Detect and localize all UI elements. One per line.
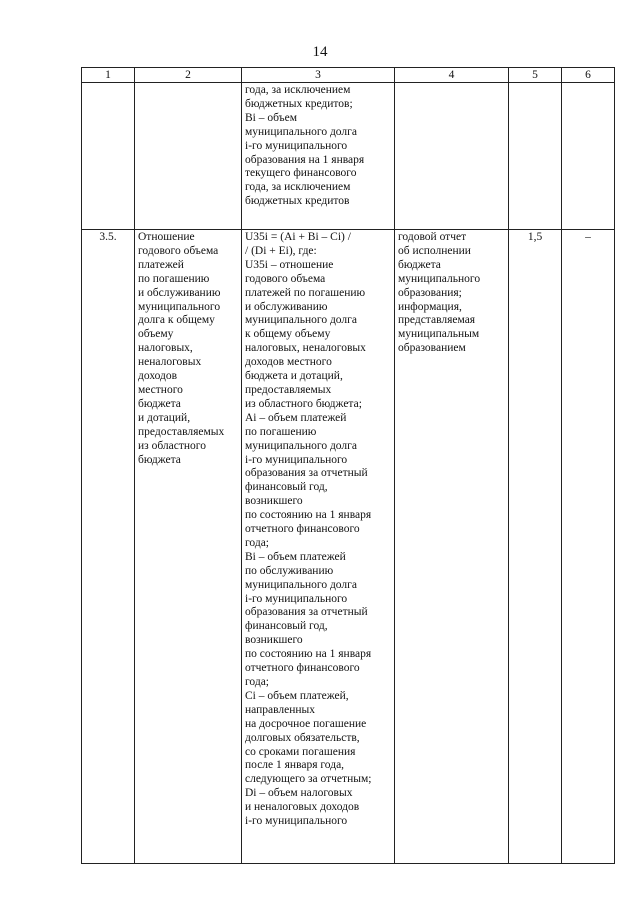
- indicator-table: [81, 67, 615, 864]
- row1-extra: [562, 83, 615, 230]
- header-cell-2: 2: [135, 68, 242, 83]
- header-cell-1: 1: [82, 68, 135, 83]
- row1-formula: года, за исключением бюджетных кредитов; Bi – объем муниципального долга i-го муниципального образования на 1 января текущего финансового года, за исключением бюджетных кредитов: [242, 83, 395, 230]
- row2-formula: U35i = (Ai + Bi – Ci) / / (Di + Ei), где: U35i – отношение годового объема платежей по погашению и обслуживанию муниципального долга к общему объему налоговых, неналоговых доходов местного бюджета и дотаций, предоставляемых из областного бюджета; Ai – объем платежей по погашению муниципального долга i-го муниципального образования за отчетный финансовый год, возникшего по состоянию на 1 января отчетного финансового года; Bi – объем платежей по обслуживанию муниципального долга i-го муниципального образования за отчетный финансовый год, возникшего по состоянию на 1 января отчетного финансового года; Ci – объем платежей, направленных на досрочное погашение долговых обязательств, со сроками погашения после 1 января года, следующего за отчетным; Di – объем налоговых и неналоговых доходов i-го муниципального: [242, 230, 395, 864]
- header-cell-5: 5: [509, 68, 562, 83]
- row1-source: [395, 83, 509, 230]
- row1-number: [82, 83, 135, 230]
- row2-weight: 1,5: [509, 230, 562, 864]
- table-header-row: [82, 68, 615, 83]
- row2-extra: –: [562, 230, 615, 864]
- row2-indicator-name: Отношение годового объема платежей по погашению и обслуживанию муниципального долга к общему объему налоговых, неналоговых доходов местного бюджета и дотаций, предоставляемых из областного бюджета: [135, 230, 242, 864]
- header-cell-3: 3: [242, 68, 395, 83]
- page-number: 14: [312, 44, 328, 60]
- table-row: [82, 83, 615, 230]
- row2-source: годовой отчет об исполнении бюджета муниципального образования; информация, представляемая муниципальным образованием: [395, 230, 509, 864]
- row2-number: 3.5.: [82, 230, 135, 864]
- header-cell-4: 4: [395, 68, 509, 83]
- header-cell-6: 6: [562, 68, 615, 83]
- row1-weight: [509, 83, 562, 230]
- table-row: [82, 230, 615, 864]
- row1-indicator-name: [135, 83, 242, 230]
